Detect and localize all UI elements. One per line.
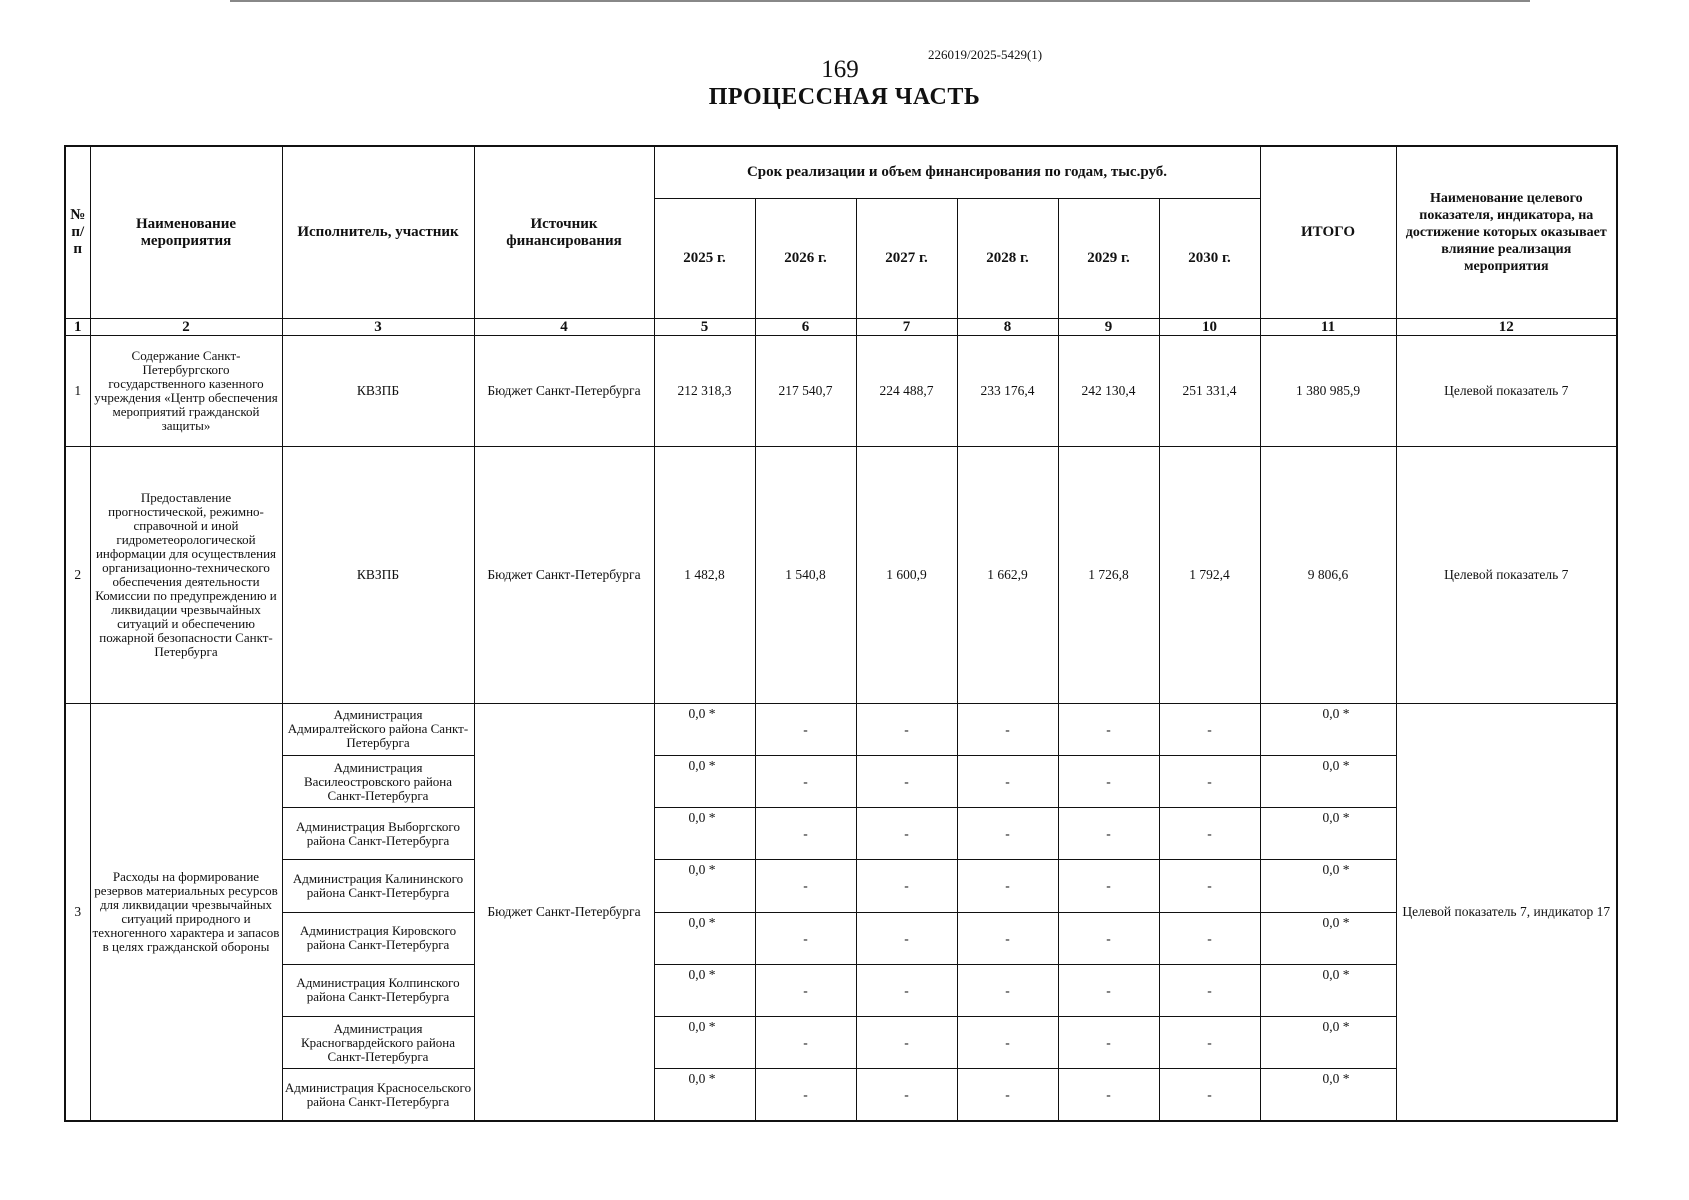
funding-source: Бюджет Санкт-Петербурга — [474, 703, 654, 1121]
year-value: - — [1058, 703, 1159, 755]
year-value: - — [1159, 964, 1260, 1016]
year-value: - — [856, 1016, 957, 1068]
year-value: - — [856, 964, 957, 1016]
year-value: - — [957, 912, 1058, 964]
column-number: 10 — [1159, 319, 1260, 336]
year-value: 1 792,4 — [1159, 446, 1260, 703]
year-value: - — [1159, 1016, 1260, 1068]
financing-table — [64, 145, 1618, 1122]
header-year: 2029 г. — [1058, 198, 1159, 318]
year-value: 0,0 * — [654, 703, 755, 755]
column-number: 12 — [1396, 319, 1617, 336]
executor: Администрация Красногвардейского района Санкт-Петербурга — [282, 1016, 474, 1068]
year-value: - — [856, 860, 957, 912]
header-year: 2025 г. — [654, 198, 755, 318]
year-value: - — [755, 1069, 856, 1121]
column-number: 11 — [1260, 319, 1396, 336]
year-value: - — [755, 755, 856, 807]
page-title: ПРОЦЕССНАЯ ЧАСТЬ — [708, 84, 981, 110]
indicator: Целевой показатель 7, индикатор 17 — [1396, 703, 1617, 1121]
year-value: - — [957, 755, 1058, 807]
header-year: 2026 г. — [755, 198, 856, 318]
year-value: - — [856, 703, 957, 755]
table-subrow — [65, 860, 1617, 912]
column-number: 3 — [282, 319, 474, 336]
year-value: - — [856, 1069, 957, 1121]
table-subrow — [65, 755, 1617, 807]
total-value: 0,0 * — [1260, 808, 1396, 860]
column-number: 4 — [474, 319, 654, 336]
table-subrow — [65, 703, 1617, 755]
year-value: - — [1058, 964, 1159, 1016]
year-value: - — [755, 703, 856, 755]
year-value: - — [1159, 755, 1260, 807]
row-number: 1 — [65, 336, 90, 446]
total-value: 9 806,6 — [1260, 446, 1396, 703]
row-number: 2 — [65, 446, 90, 703]
year-value: 242 130,4 — [1058, 336, 1159, 446]
header-indicator: Наименование целевого показателя, индикатора, на достижение которых оказывает влияние реализация мероприятия — [1396, 146, 1617, 319]
year-value: - — [1159, 703, 1260, 755]
indicator: Целевой показатель 7 — [1396, 446, 1617, 703]
indicator: Целевой показатель 7 — [1396, 336, 1617, 446]
total-value: 0,0 * — [1260, 755, 1396, 807]
year-value: 0,0 * — [654, 912, 755, 964]
funding-source: Бюджет Санкт-Петербурга — [474, 336, 654, 446]
year-value: 251 331,4 — [1159, 336, 1260, 446]
year-value: - — [1159, 808, 1260, 860]
year-value: 0,0 * — [654, 964, 755, 1016]
header-total: ИТОГО — [1260, 146, 1396, 319]
year-value: - — [1159, 860, 1260, 912]
table-subrow — [65, 1016, 1617, 1068]
column-number: 5 — [654, 319, 755, 336]
event-name: Предоставление прогностической, режимно-справочной и иной гидрометеорологической информации для осуществления организационно-технического обеспечения деятельности Комиссии по предупреждению и ликвидации чрезвычайных ситуаций и обеспечению пожарной безопасности Санкт-Петербурга — [90, 446, 282, 703]
year-value: 0,0 * — [654, 755, 755, 807]
column-number-row — [65, 319, 1617, 336]
year-value: - — [755, 1016, 856, 1068]
year-value: - — [957, 964, 1058, 1016]
total-value: 0,0 * — [1260, 912, 1396, 964]
year-value: 1 600,9 — [856, 446, 957, 703]
total-value: 0,0 * — [1260, 1069, 1396, 1121]
table-row — [65, 336, 1617, 446]
year-value: - — [957, 808, 1058, 860]
year-value: - — [1159, 912, 1260, 964]
table-subrow — [65, 912, 1617, 964]
year-value: 1 662,9 — [957, 446, 1058, 703]
year-value: 0,0 * — [654, 1069, 755, 1121]
table-subrow — [65, 808, 1617, 860]
event-name: Содержание Санкт-Петербургского государственного казенного учреждения «Центр обеспечения мероприятий гражданской защиты» — [90, 336, 282, 446]
year-value: 212 318,3 — [654, 336, 755, 446]
total-value: 0,0 * — [1260, 860, 1396, 912]
column-number: 9 — [1058, 319, 1159, 336]
year-value: - — [1058, 912, 1159, 964]
year-value: - — [755, 964, 856, 1016]
column-number: 8 — [957, 319, 1058, 336]
executor: Администрация Адмиралтейского района Санкт-Петербурга — [282, 703, 474, 755]
row-number: 3 — [65, 703, 90, 1121]
year-value: - — [1058, 755, 1159, 807]
year-value: - — [1159, 1069, 1260, 1121]
funding-source: Бюджет Санкт-Петербурга — [474, 446, 654, 703]
total-value: 0,0 * — [1260, 964, 1396, 1016]
event-name: Расходы на формирование резервов материальных ресурсов для ликвидации чрезвычайных ситуаций природного и техногенного характера и запасов в целях гражданской обороны — [90, 703, 282, 1121]
executor: Администрация Выборгского района Санкт-Петербурга — [282, 808, 474, 860]
year-value: - — [957, 703, 1058, 755]
year-value: 0,0 * — [654, 860, 755, 912]
total-value: 0,0 * — [1260, 1016, 1396, 1068]
year-value: 217 540,7 — [755, 336, 856, 446]
year-value: - — [755, 860, 856, 912]
executor: Администрация Кировского района Санкт-Петербурга — [282, 912, 474, 964]
year-value: - — [1058, 860, 1159, 912]
header-year: 2028 г. — [957, 198, 1058, 318]
header-year: 2030 г. — [1159, 198, 1260, 318]
year-value: - — [856, 755, 957, 807]
header-executor: Исполнитель, участник — [282, 146, 474, 319]
year-value: 233 176,4 — [957, 336, 1058, 446]
column-number: 1 — [65, 319, 90, 336]
year-value: - — [957, 1016, 1058, 1068]
executor: КВЗПБ — [282, 336, 474, 446]
header-num: № п/п — [65, 146, 90, 319]
year-value: 1 726,8 — [1058, 446, 1159, 703]
column-number: 6 — [755, 319, 856, 336]
executor: КВЗПБ — [282, 446, 474, 703]
table-row — [65, 446, 1617, 703]
year-value: 1 482,8 — [654, 446, 755, 703]
table-subrow — [65, 964, 1617, 1016]
year-value: - — [957, 1069, 1058, 1121]
scan-edge-line — [230, 0, 1530, 2]
header-year: 2027 г. — [856, 198, 957, 318]
executor: Администрация Красносельского района Санкт-Петербурга — [282, 1069, 474, 1121]
year-value: - — [856, 808, 957, 860]
page-number: 169 — [821, 56, 859, 83]
total-value: 1 380 985,9 — [1260, 336, 1396, 446]
header-period: Срок реализации и объем финансирования по годам, тыс.руб. — [654, 146, 1260, 198]
executor: Администрация Колпинского района Санкт-Петербурга — [282, 964, 474, 1016]
year-value: - — [755, 808, 856, 860]
table-subrow — [65, 1069, 1617, 1121]
header-source: Источник финансирования — [474, 146, 654, 319]
year-value: - — [755, 912, 856, 964]
year-value: - — [1058, 1069, 1159, 1121]
year-value: 1 540,8 — [755, 446, 856, 703]
column-number: 7 — [856, 319, 957, 336]
year-value: 224 488,7 — [856, 336, 957, 446]
document-id: 226019/2025-5429(1) — [928, 47, 1043, 62]
total-value: 0,0 * — [1260, 703, 1396, 755]
year-value: - — [957, 860, 1058, 912]
year-value: - — [856, 912, 957, 964]
year-value: - — [1058, 808, 1159, 860]
year-value: 0,0 * — [654, 1016, 755, 1068]
header-name: Наименование мероприятия — [90, 146, 282, 319]
column-number: 2 — [90, 319, 282, 336]
year-value: - — [1058, 1016, 1159, 1068]
year-value: 0,0 * — [654, 808, 755, 860]
executor: Администрация Василеостровского района Санкт-Петербурга — [282, 755, 474, 807]
executor: Администрация Калининского района Санкт-Петербурга — [282, 860, 474, 912]
